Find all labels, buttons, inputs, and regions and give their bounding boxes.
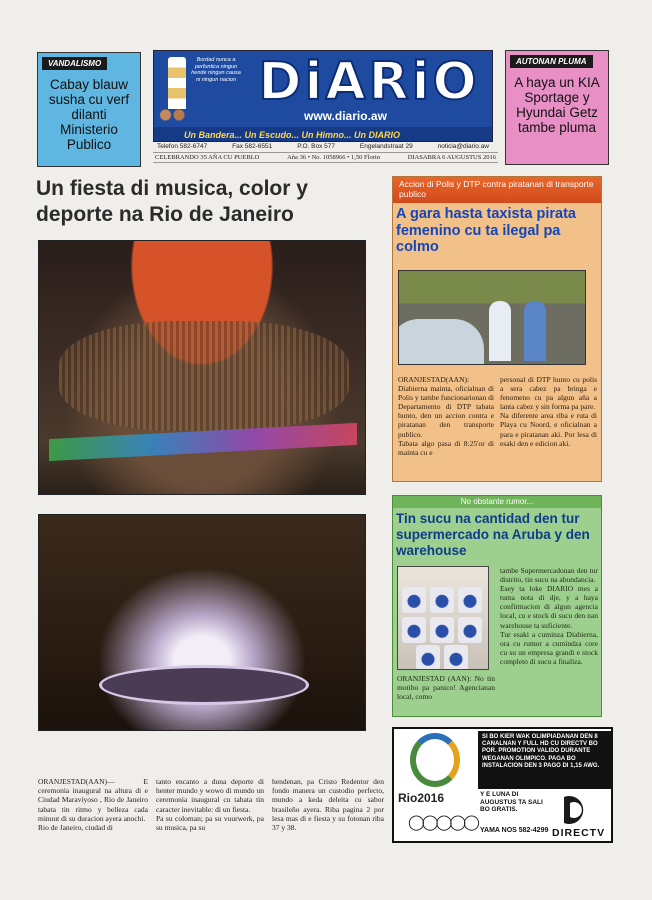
main-headline[interactable]: Un fiesta di musica, color y deporte na Rio de Janeiro: [36, 177, 308, 226]
teaser-tag: AUTONAN PLUMA: [510, 55, 593, 68]
ad-brand: DIRECTV: [552, 827, 606, 839]
teaser-text: Cabay blauw susha cu verf dilanti Ministerio Publico: [48, 77, 130, 152]
main-story-col-2: [156, 777, 264, 832]
body-text: personal di DTP hunto cu polis a sera cabez pa bringa e fenomeno cu pa algun aña a lanta cabez y sin forma pa pare. Na diferente area riba e ruta di Playa cu Noord, e oficialnan a para e piratanan aki. Por lesa di esaki den e edicion aki.: [500, 375, 597, 448]
email[interactable]: noticia@diario.aw: [437, 143, 489, 150]
package-shape: [430, 587, 454, 613]
package-shape: [458, 617, 482, 643]
package-shape: [416, 645, 440, 670]
po-box: P.O. Box 577: [297, 143, 336, 150]
story-sugar-col-right: [500, 566, 598, 666]
dateline-celebration: CELEBRANDO 35 AÑA CU PUEBLO: [155, 154, 260, 161]
teaser-tag: VANDALISMO: [42, 57, 107, 70]
officer-shape: [524, 301, 546, 361]
body-text: ORANJESTAD(AAN): Diabierna mainta, oficialnan di Polis y tambe funcionarionan di Departamento di DTP tabata hunto, den un accion contra e piratanan den transporte publico. Tabata algo pasa di 8:25'or di mainta cu e: [398, 375, 494, 457]
story-taxi-col-1: [398, 375, 494, 457]
fax: Fax 582-6551: [232, 143, 273, 150]
rio2016-logo: [396, 731, 476, 841]
directv-logo-icon: [556, 795, 600, 825]
officer-shape: [489, 301, 511, 361]
body-text: hendenan, pa Cristo Redentor den fondo manera un custodio perfecto, mundo a keda deleita cu sabor brasileño ayera. Riba pagina 2 por lesa mas di e fiesta y su fotonan riba 37 y 38.: [272, 777, 384, 833]
package-shape: [444, 645, 468, 670]
newspaper-logo: DiARiO: [258, 52, 480, 112]
story-sugar-col-lead: [397, 674, 495, 701]
website[interactable]: www.diario.aw: [304, 109, 387, 123]
performers-shape: [59, 321, 349, 431]
package-shape: [402, 587, 426, 613]
package-shape: [402, 617, 426, 643]
contact-line: [153, 142, 493, 151]
stadium-fireworks-photo: [38, 514, 366, 731]
car-shape: [398, 319, 484, 365]
body-text: ORANJESTAD (AAN): No tin motibo pa panico! Agencianan local, como: [397, 674, 495, 702]
body-text: tanto encanto a duna deporte di henter mundo y wowo di mundo un ceremonia inaugural cu tabata tin caracter inevitable: di un fiesta. Pa su coloman; pa su vuurwerk, pa su musica, pa su: [156, 777, 264, 833]
package-shape: [458, 587, 482, 613]
story-headline[interactable]: Tin sucu na cantidad den tur supermercado na Aruba y den warehouse: [396, 511, 590, 558]
stadium-shape: [99, 665, 309, 705]
dateline: [153, 152, 498, 163]
directv-advertisement[interactable]: [392, 727, 613, 843]
phone: Telefon 582-6747: [157, 143, 208, 150]
ad-promo-text: SI BO KIER WAK OLIMPIADANAN DEN 8 CANALNAN Y FULL HD CU DIRECTV BO POR. PROMOTION VALIDO DURANTE WEGANAN OLIMPICO. PAGA BO INSTALACION DEN 3 PAGO DI 1,15 AWG.: [478, 731, 611, 789]
opening-ceremony-photo: [38, 240, 366, 495]
main-story-col-1: [38, 777, 148, 832]
police-photo: [398, 270, 586, 365]
masthead-motto: Un Bandera... Un Escudo... Un Himno... Un DIARIO: [154, 127, 493, 142]
olympic-rings-icon: ◯◯◯◯◯: [408, 815, 477, 831]
ad-offer-text: Y E LUNA DI AUGUSTUS TA SALI BO GRATIS.: [480, 791, 543, 813]
package-shape: [430, 617, 454, 643]
rio-logo-text: Rio2016: [398, 791, 445, 805]
masthead[interactable]: [153, 50, 493, 142]
main-story-col-3: [272, 777, 384, 832]
dateline-date: DIASABRA 6 AUGUSTUS 2016: [407, 154, 496, 161]
story-headline[interactable]: A gara hasta taxista pirata femenino cu ta ilegal pa colmo: [396, 206, 576, 255]
body-text: tambe Supermercadonan den tur distrito, tin sucu na abundancia. Esey ta loke DIARIO mes a tuma nota di dje, y a haya confirmacion di algun agencia local, cu e stock di sucu den nan warehouse ta suficiente. Tur esaki a cuminza Diabierna, ora cu rumor a cumindza core cu su un empresa grandi e stock completo di sucu a finaliza.: [500, 566, 598, 666]
story-kicker: No obstante rumor...: [393, 496, 601, 508]
sugar-packages-photo: [397, 566, 489, 670]
teaser-box-autonan-pluma[interactable]: [505, 50, 609, 165]
ad-phone[interactable]: YAMA NOS 582-4299: [480, 827, 549, 834]
people-photo: [158, 107, 188, 127]
dateline-issue: Aña 36 • No. 1058966 • 1,50 Florin: [287, 154, 380, 161]
teaser-box-vandalismo[interactable]: [37, 52, 141, 167]
lighthouse-icon: [168, 57, 186, 109]
story-taxi-col-2: [500, 375, 597, 448]
teaser-text: A haya un KIA Sportage y Hyundai Getz tambe pluma: [514, 75, 600, 135]
address: Engelandstraat 29: [359, 143, 413, 150]
rio-emblem-icon: [410, 733, 460, 787]
story-kicker: Accion di Polis y DTP contra piratanan di transporte publico: [393, 177, 601, 203]
body-text: ORANJESTAD(AAN)— E ceremonia inaugural na altura di e Ciudad Maraviyoso , Rio de Janeiro tabata tin ritmo y belleza cada minuut di su duracion ayera anochi. Rio de Janeiro, ciudad di: [38, 777, 148, 833]
masthead-slogan: Bordad nunca a perfuntica ningun hende ningun causa ni ningun nacion: [191, 57, 241, 83]
